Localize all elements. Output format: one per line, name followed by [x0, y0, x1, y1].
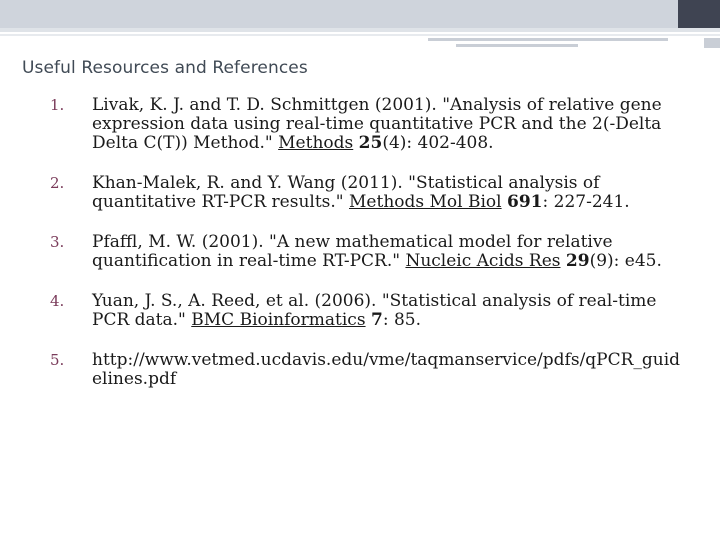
- reference-number: 4.: [50, 292, 65, 310]
- reference-citation: Khan-Malek, R. and Y. Wang (2011). "Statistical analysis of quantitative RT-PCR results.": [92, 173, 600, 212]
- reference-journal[interactable]: Nucleic Acids Res: [405, 251, 561, 271]
- reference-journal[interactable]: BMC Bioinformatics: [191, 310, 366, 330]
- reference-text: [92, 292, 690, 330]
- reference-item: [50, 351, 690, 389]
- reference-volume: 7: [370, 310, 383, 330]
- reference-number: 3.: [50, 233, 65, 251]
- reference-pages: (4): 402-408.: [382, 133, 494, 153]
- header-bar: [0, 0, 678, 28]
- reference-citation: Yuan, J. S., A. Reed, et al. (2006). "Statistical analysis of real-time PCR data.": [92, 291, 657, 330]
- reference-item: [50, 233, 690, 271]
- reference-journal[interactable]: Methods: [278, 133, 354, 153]
- reference-volume: 29: [565, 251, 590, 271]
- reference-volume: 25: [358, 133, 383, 153]
- reference-pages: : 85.: [382, 310, 421, 330]
- slide-title: Useful Resources and References: [22, 58, 308, 78]
- reference-item: [50, 174, 690, 212]
- reference-list: [50, 96, 690, 410]
- reference-pages: (9): e45.: [589, 251, 662, 271]
- reference-citation: Pfaffl, M. W. (2001). "A new mathematical model for relative quantification in real-time RT-PCR.": [92, 232, 613, 271]
- accent-line: [428, 38, 668, 41]
- reference-pages: : 227-241.: [542, 192, 630, 212]
- reference-item: [50, 96, 690, 153]
- reference-volume: 691: [507, 192, 543, 212]
- reference-text: [92, 96, 690, 153]
- reference-number: 1.: [50, 96, 65, 114]
- reference-citation: Livak, K. J. and T. D. Schmittgen (2001). "Analysis of relative gene expression data using real-time quantitative PCR and the 2(-Delta Delta C(T)) Method.": [92, 95, 662, 153]
- header-stripe: [0, 28, 720, 32]
- accent-block: [704, 38, 720, 48]
- reference-number: 5.: [50, 351, 65, 369]
- header-corner-block: [678, 0, 720, 28]
- accent-line-short: [456, 44, 578, 47]
- reference-text: [92, 174, 690, 212]
- reference-number: 2.: [50, 174, 65, 192]
- reference-item: [50, 292, 690, 330]
- reference-journal[interactable]: Methods Mol Biol: [349, 192, 502, 212]
- reference-text: [92, 233, 690, 271]
- reference-url[interactable]: http://www.vetmed.ucdavis.edu/vme/taqmanservice/pdfs/qPCR_guidelines.pdf: [92, 350, 681, 389]
- header-stripe-thin: [0, 34, 720, 36]
